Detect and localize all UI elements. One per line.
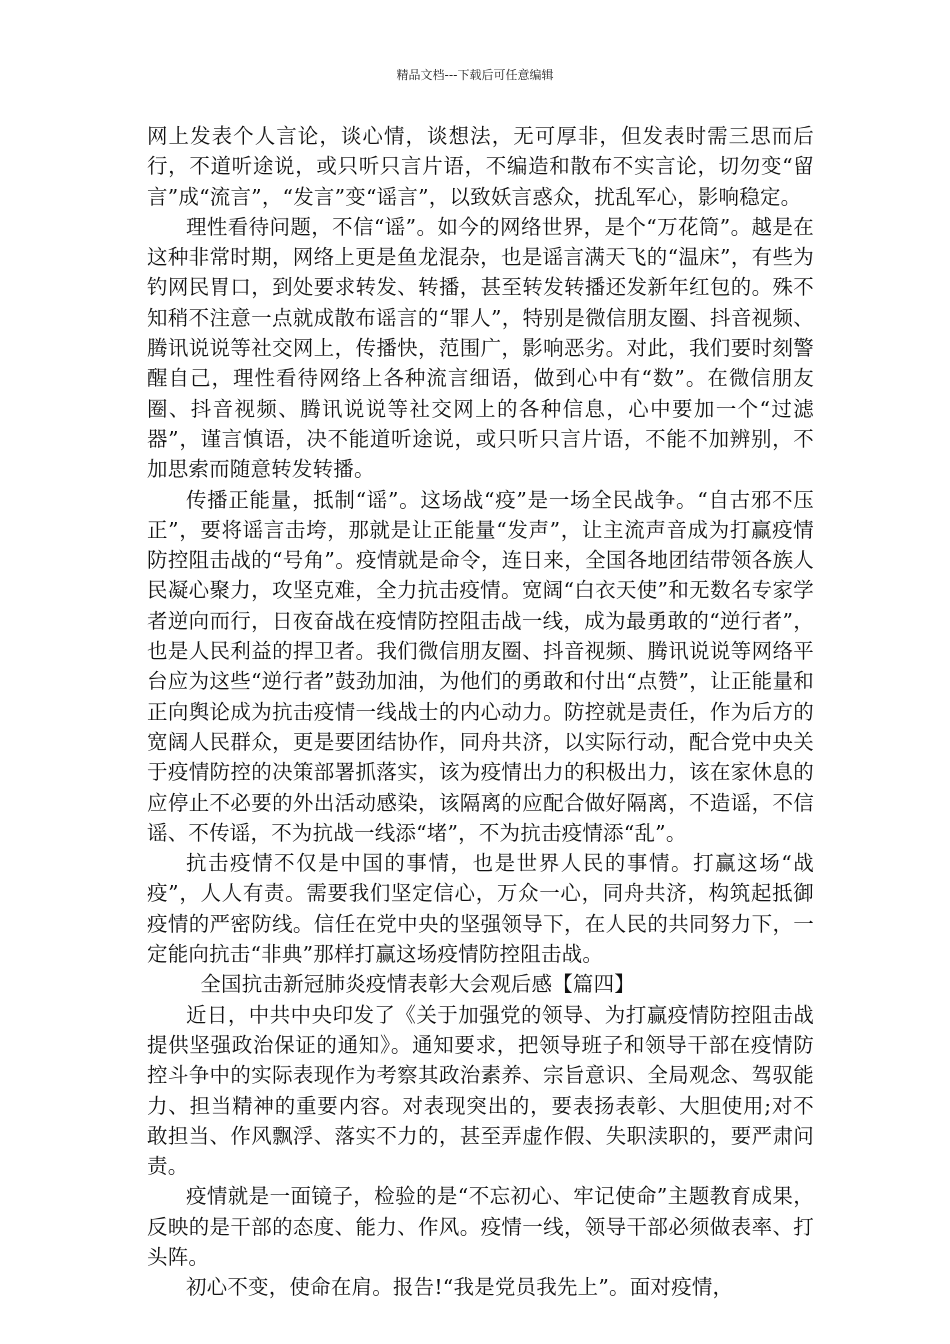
section-heading: 全国抗击新冠肺炎疫情表彰大会观后感【篇四】 <box>200 972 635 997</box>
document-body <box>147 121 814 1303</box>
paragraph-4: 抗击疫情不仅是中国的事情，也是世界人民的事情。打赢这场“战疫”，人人有责。需要我们坚定信心，万众一心，同舟共济，构筑起抵御疫情的严密防线。信任在党中央的坚强领导下，在人民的共同努力下，一定能向抗击“非典”那样打赢这场疫情防控阻击战。 <box>147 851 814 967</box>
paragraph-2: 理性看待问题，不信“谣”。如今的网络世界，是个“万花筒”。越是在这种非常时期，网络上更是鱼龙混杂，也是谣言满天飞的“温床”，有些为钓网民胃口，到处要求转发、转播，甚至转发转播还发新年红包的。殊不知稍不注意一点就成散布谣言的“罪人”，特别是微信朋友圈、抖音视频、腾讯说说等社交网上，传播快，范围广，影响恶劣。对此，我们要时刻警醒自己，理性看待网络上各种流言细语，做到心中有“数”。在微信朋友圈、抖音视频、腾讯说说等社交网上的各种信息，心中要加一个“过滤器”，谨言慎语，决不能道听途说，或只听只言片语，不能不加辨别，不加思索而随意转发转播。 <box>147 214 814 482</box>
paragraph-7: 初心不变，使命在肩。报告!“我是党员我先上”。面对疫情， <box>185 1275 734 1300</box>
paragraph-3: 传播正能量，抵制“谣”。这场战“疫”是一场全民战争。“自古邪不压正”，要将谣言击垮，那就是让正能量“发声”，让主流声音成为打赢疫情防控阻击战的“号角”。疫情就是命令，连日来，全国各地团结带领各族人民凝心聚力，攻坚克难，全力抗击疫情。宽阔“白衣天使”和无数名专家学者逆向而行，日夜奋战在疫情防控阻击战一线，成为最勇敢的“逆行者”，也是人民利益的捍卫者。我们微信朋友圈、抖音视频、腾讯说说等网络平台应为这些“逆行者”鼓劲加油，为他们的勇敢和付出“点赞”，让正能量和正向舆论成为抗击疫情一线战士的内心动力。防控就是责任，作为后方的宽阔人民群众，更是要团结协作，同舟共济，以实际行动，配合党中央关于疫情防控的决策部署抓落实，该为疫情出力的积极出力，该在家休息的应停止不必要的外出活动感染，该隔离的应配合做好隔离，不造谣，不信谣、不传谣，不为抗战一线添“堵”，不为抗击疫情添“乱”。 <box>147 487 814 845</box>
paragraph-1: 网上发表个人言论，谈心情，谈想法，无可厚非，但发表时需三思而后行，不道听途说，或只听只言片语，不编造和散布不实言论，切勿变“留言”成“流言”，“发言”变“谣言”，以致妖言惑众，扰乱军心，影响稳定。 <box>147 124 814 209</box>
paragraph-6: 疫情就是一面镜子，检验的是“不忘初心、牢记使命”主题教育成果，反映的是干部的态度、能力、作风。疫情一线，领导干部必须做表率、打头阵。 <box>147 1184 814 1269</box>
page-header: 精品文档---下载后可任意编辑 <box>396 68 554 82</box>
paragraph-5: 近日，中共中央印发了《关于加强党的领导、为打赢疫情防控阻击战提供坚强政治保证的通知》。通知要求，把领导班子和领导干部在疫情防控斗争中的实际表现作为考察其政治素养、宗旨意识、全局观念、驾驭能力、担当精神的重要内容。对表现突出的，要表扬表彰、大胆使用;对不敢担当、作风飘浮、落实不力的，甚至弄虚作假、失职渎职的，要严肃问责。 <box>147 1002 814 1179</box>
